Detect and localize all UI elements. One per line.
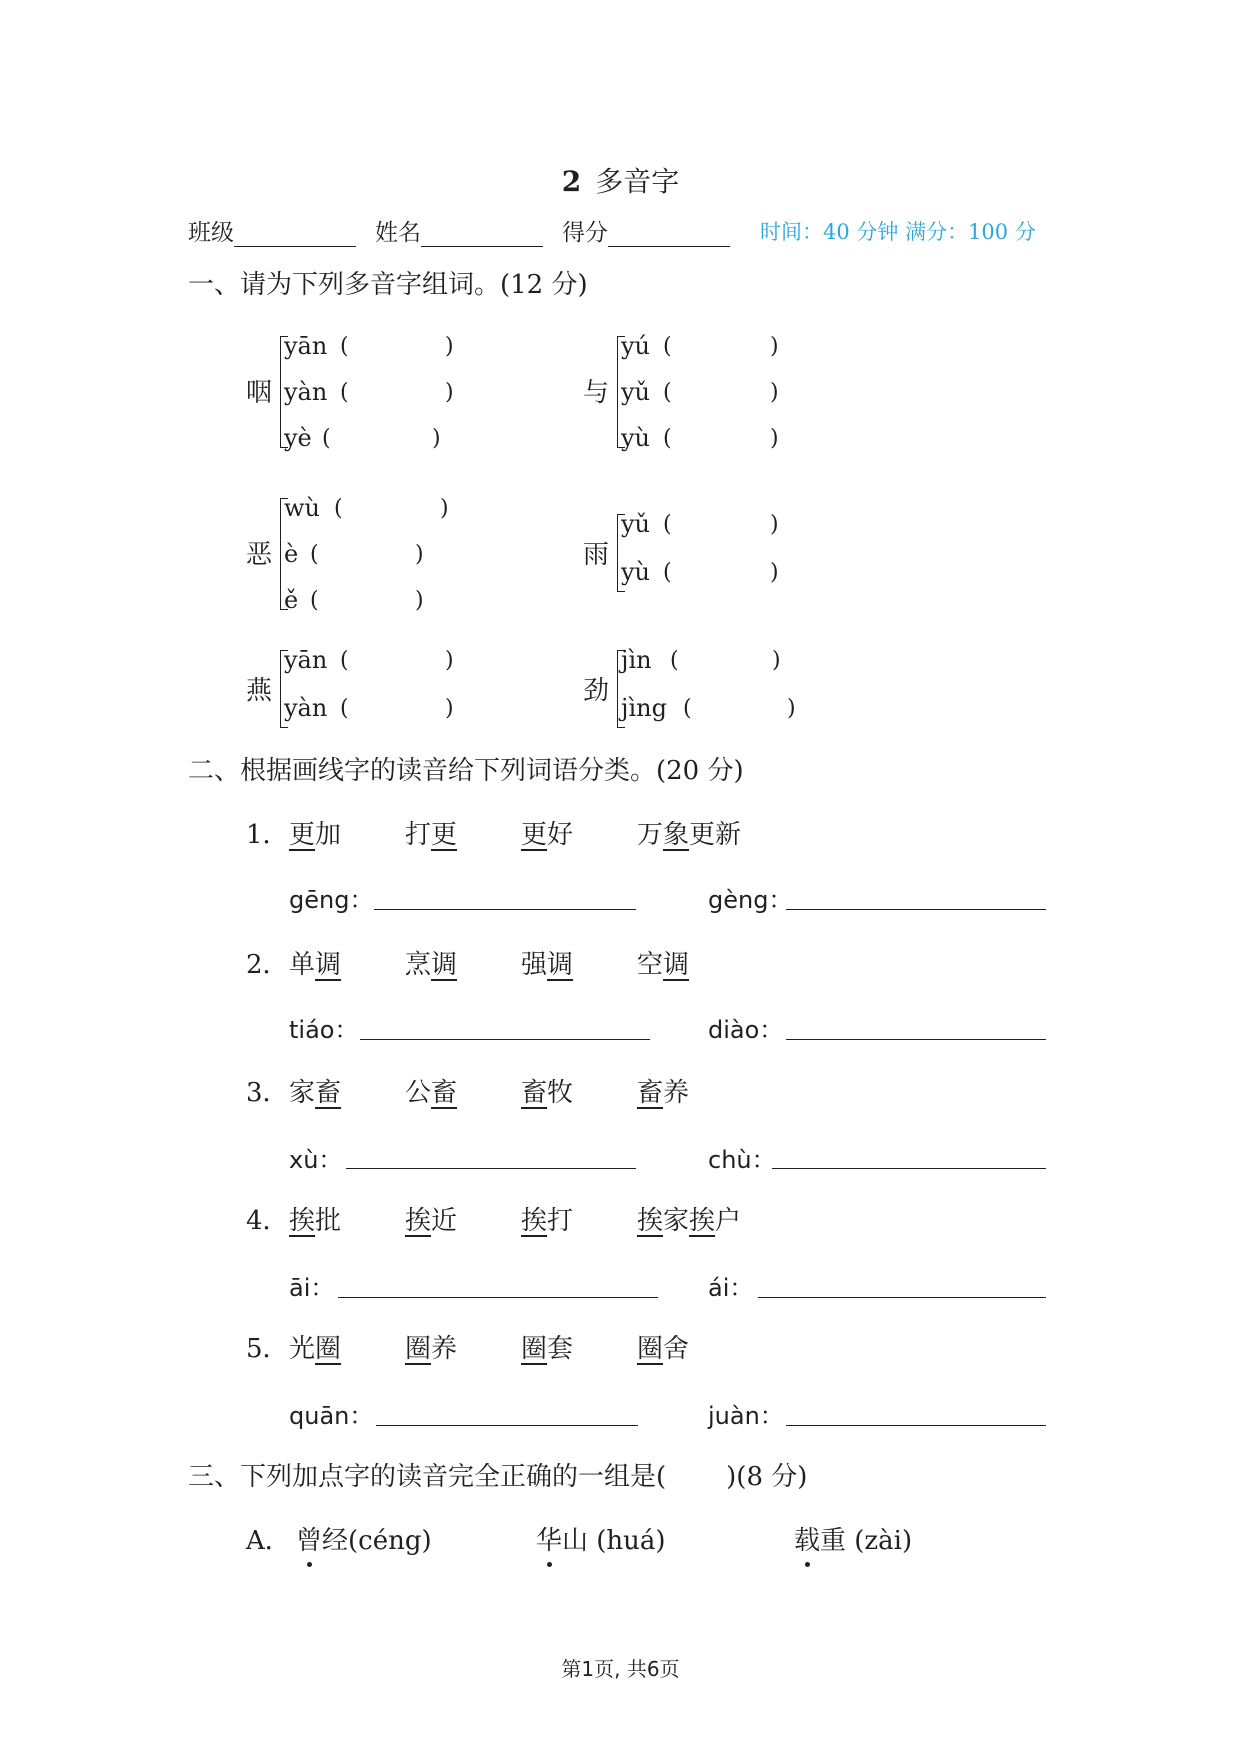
reading-label-b: ái： [708, 1274, 754, 1302]
word: 圈养 [405, 1334, 458, 1364]
open-paren: ( [683, 696, 692, 721]
reading: yè [284, 424, 312, 452]
section2-heading: 二、根据画线字的读音给下列词语分类。(20 分) [188, 756, 744, 786]
group-char: 恶 [246, 540, 273, 570]
close-paren: ) [445, 696, 454, 721]
reading-label-a: quān： [289, 1402, 374, 1430]
option-word-3: 载重 (zài) [794, 1520, 912, 1557]
answer-line-b[interactable] [772, 1168, 1046, 1169]
option-label: A． [246, 1526, 291, 1556]
answer-line-b[interactable] [786, 909, 1046, 910]
close-paren: ) [772, 648, 781, 673]
word: 畜牧 [521, 1078, 574, 1108]
open-paren: ( [663, 512, 672, 537]
word: 万象更新 [637, 820, 742, 850]
section3-score: )(8 分) [726, 1462, 808, 1492]
close-paren: ) [787, 696, 796, 721]
word: 单调 [289, 950, 342, 980]
answer-line-a[interactable] [374, 909, 636, 910]
word: 强调 [521, 950, 574, 980]
group-char: 咽 [246, 378, 273, 408]
page-footer: 第1页, 共6页 [561, 1657, 680, 1681]
close-paren: ) [770, 380, 779, 405]
item-number: 4． [246, 1206, 289, 1236]
page-title [0, 160, 1241, 200]
item-number: 1． [246, 820, 289, 850]
answer-paren-blank[interactable] [666, 1469, 726, 1493]
reading: jìng [621, 694, 667, 722]
class-field[interactable] [188, 214, 356, 247]
answer-line-b[interactable] [786, 1039, 1046, 1040]
word: 烹调 [405, 950, 458, 980]
score-label: 得分 [562, 220, 608, 246]
close-paren: ) [770, 334, 779, 359]
score-blank[interactable] [608, 222, 730, 247]
open-paren: ( [663, 426, 672, 451]
name-blank[interactable] [421, 222, 543, 247]
reading: yàn [284, 378, 328, 406]
word: 更加 [289, 820, 342, 850]
reading-label-b: juàn： [708, 1402, 784, 1430]
word: 挨批 [289, 1206, 342, 1236]
section1-heading: 一、请为下列多音字组词。(12 分) [188, 270, 588, 300]
section3-heading [188, 1456, 807, 1493]
answer-line-b[interactable] [758, 1297, 1046, 1298]
name-label: 姓名 [375, 220, 421, 246]
group-char: 与 [583, 378, 610, 408]
title-number: 2 [561, 165, 582, 198]
option-word-1: 曾经(céng) [296, 1520, 432, 1557]
item-number: 3． [246, 1078, 289, 1108]
reading-label-a: gēng： [289, 886, 374, 914]
reading: yú [621, 332, 651, 360]
answer-line-a[interactable] [346, 1168, 636, 1169]
open-paren: ( [340, 334, 349, 359]
answer-line-b[interactable] [786, 1425, 1046, 1426]
close-paren: ) [770, 560, 779, 585]
reading: ě [284, 586, 299, 614]
group-char: 燕 [246, 676, 273, 706]
group-char: 劲 [583, 676, 610, 706]
open-paren: ( [310, 588, 319, 613]
open-paren: ( [334, 496, 343, 521]
item-number: 2． [246, 950, 289, 980]
word: 公畜 [405, 1078, 458, 1108]
answer-line-a[interactable] [338, 1297, 658, 1298]
close-paren: ) [415, 542, 424, 567]
group-char: 雨 [583, 540, 610, 570]
open-paren: ( [322, 426, 331, 451]
answer-line-a[interactable] [376, 1425, 638, 1426]
word: 空调 [637, 950, 690, 980]
reading-label-b: gèng： [708, 886, 793, 914]
word: 光圈 [289, 1334, 342, 1364]
name-field[interactable] [375, 214, 543, 247]
close-paren: ) [440, 496, 449, 521]
reading: yù [621, 558, 651, 586]
reading: yǔ [621, 378, 651, 406]
reading-label-a: tiáo： [289, 1016, 359, 1044]
close-paren: ) [445, 648, 454, 673]
item-number: 5． [246, 1334, 289, 1364]
word: 更好 [521, 820, 574, 850]
reading: yǔ [621, 510, 651, 538]
open-paren: ( [663, 560, 672, 585]
close-paren: ) [770, 426, 779, 451]
word: 畜养 [637, 1078, 690, 1108]
open-paren: ( [663, 380, 672, 405]
open-paren: ( [670, 648, 679, 673]
reading-label-a: xù： [289, 1146, 343, 1174]
word: 挨打 [521, 1206, 574, 1236]
reading-label-b: diào： [708, 1016, 784, 1044]
reading: jìn [621, 646, 652, 674]
option-word-2: 华山 (huá) [536, 1520, 666, 1557]
timing-info: 时间：40 分钟 满分：100 分 [760, 220, 1036, 244]
word: 家畜 [289, 1078, 342, 1108]
close-paren: ) [445, 380, 454, 405]
word: 挨家挨户 [637, 1206, 742, 1236]
reading: yù [621, 424, 651, 452]
reading: yān [284, 646, 328, 674]
word: 圈舍 [637, 1334, 690, 1364]
reading-label-b: chù： [708, 1146, 776, 1174]
reading-label-a: āi： [289, 1274, 335, 1302]
word: 挨近 [405, 1206, 458, 1236]
word: 打更 [405, 820, 458, 850]
reading: yàn [284, 694, 328, 722]
reading: wù [284, 494, 320, 522]
close-paren: ) [445, 334, 454, 359]
title-text: 多音字 [595, 165, 680, 198]
open-paren: ( [340, 696, 349, 721]
close-paren: ) [770, 512, 779, 537]
open-paren: ( [340, 648, 349, 673]
reading: è [284, 540, 299, 568]
section3-heading-text: 三、下列加点字的读音完全正确的一组是( [188, 1462, 667, 1492]
close-paren: ) [415, 588, 424, 613]
answer-line-a[interactable] [360, 1039, 650, 1040]
open-paren: ( [310, 542, 319, 567]
class-label: 班级 [188, 220, 234, 246]
word: 圈套 [521, 1334, 574, 1364]
score-field[interactable] [562, 214, 730, 247]
reading: yān [284, 332, 328, 360]
open-paren: ( [663, 334, 672, 359]
close-paren: ) [432, 426, 441, 451]
class-blank[interactable] [234, 222, 356, 247]
open-paren: ( [340, 380, 349, 405]
